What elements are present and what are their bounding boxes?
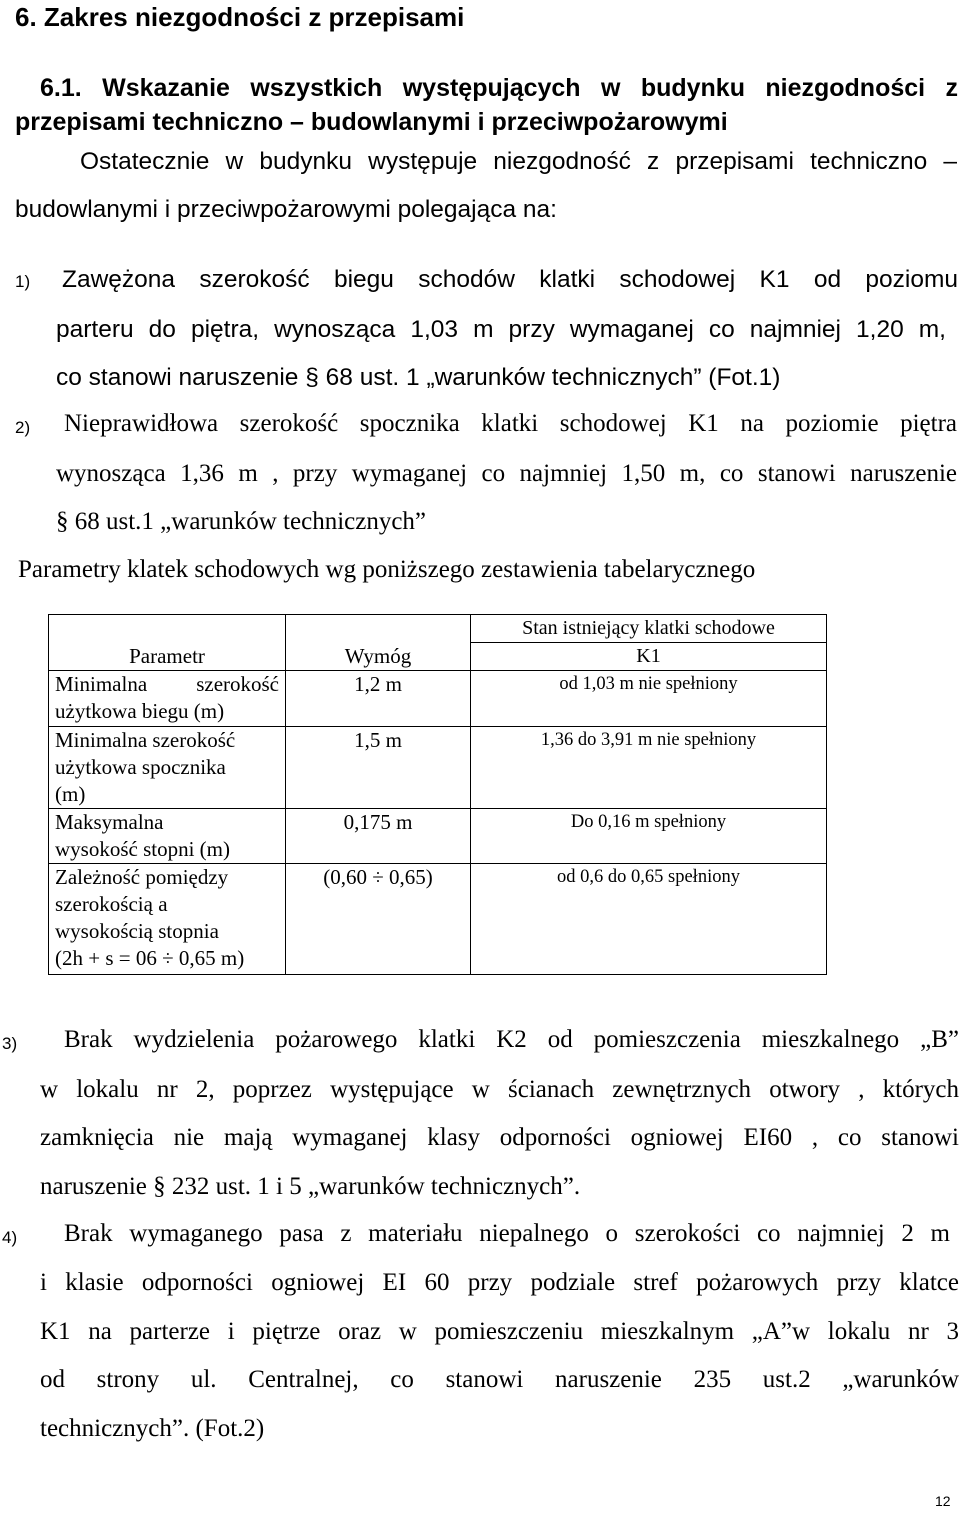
list-item-line: wynosząca 1,36 m , przy wymaganej co najmniej 1,50 m, co stanowi naruszenie: [56, 460, 957, 487]
subsection-heading-line1: 6.1. Wskazanie wszystkich występujących w budynku niezgodności z: [40, 74, 958, 102]
table-header-row: [49, 615, 827, 671]
list-item-line: Zawężona szerokość biegu schodów klatki schodowej K1 od poziomu: [62, 266, 958, 293]
requirement-cell: 1,2 m: [286, 671, 471, 727]
intro-line1: Ostatecznie w budynku występuje niezgodność z przepisami techniczno –: [80, 148, 957, 175]
requirement-cell: 0,175 m: [286, 809, 471, 864]
parameter-cell: Maksymalna wysokość stopni (m): [49, 809, 286, 864]
state-cell: Do 0,16 m spełniony: [471, 809, 827, 864]
list-item-line: technicznych”. (Fot.2): [40, 1415, 265, 1442]
parameters-table: [48, 614, 826, 976]
list-item-number: 2): [15, 418, 31, 437]
list-item-line: od strony ul. Centralnej, co stanowi naruszenie 235 ust.2 „warunków: [40, 1366, 959, 1393]
list-item-line: i klasie odporności ogniowej EI 60 przy podziale stref pożarowych przy klatce: [40, 1269, 959, 1296]
list-item-line: parteru do piętra, wynosząca 1,03 m przy wymaganej co najmniej 1,20 m,: [56, 316, 946, 343]
parameter-cell: Minimalna szerokość użytkowa biegu (m): [49, 671, 286, 727]
subsection-heading-line2: przepisami techniczno – budowlanymi i przeciwpożarowymi: [15, 108, 728, 136]
list-item-line: w lokalu nr 2, poprzez występujące w ścianach zewnętrznych otwory , których: [40, 1076, 959, 1103]
list-item-number: 4): [2, 1228, 18, 1247]
table-intro: Parametry klatek schodowych wg poniższego zestawienia tabelarycznego: [18, 556, 756, 583]
requirement-cell: 1,5 m: [286, 727, 471, 809]
table-row: [49, 809, 827, 864]
requirement-cell: (0,60 ÷ 0,65): [286, 864, 471, 975]
table-row: [49, 727, 827, 809]
table-row: [49, 864, 827, 975]
header-stan: [471, 615, 827, 671]
header-parametr: Parametr: [49, 615, 286, 671]
list-item-line: zamknięcia nie mają wymaganej klasy odporności ogniowej EI60 , co stanowi: [40, 1124, 959, 1151]
state-cell: 1,36 do 3,91 m nie spełniony: [471, 727, 827, 809]
header-stan-line2: K1: [471, 642, 826, 670]
parameter-cell: Zależność pomiędzy szerokością a wysokością stopnia (2h + s = 06 ÷ 0,65 m): [49, 864, 286, 975]
list-item-line: Nieprawidłowa szerokość spocznika klatki schodowej K1 na poziomie piętra: [64, 410, 957, 437]
list-item-line: naruszenie § 232 ust. 1 i 5 „warunków technicznych”.: [40, 1173, 581, 1200]
state-cell: od 1,03 m nie spełniony: [471, 671, 827, 727]
list-item-line: Brak wymaganego pasa z materiału niepalnego o szerokości co najmniej 2 m: [64, 1220, 950, 1247]
list-item-line: § 68 ust.1 „warunków technicznych”: [56, 508, 427, 535]
list-item-line: co stanowi naruszenie § 68 ust. 1 „warunków technicznych” (Fot.1): [56, 364, 781, 391]
parameter-cell: Minimalna szerokość użytkowa spocznika (m): [49, 727, 286, 809]
list-item-number: 3): [2, 1034, 18, 1053]
list-item-line: K1 na parterze i piętrze oraz w pomieszczeniu mieszkalnym „A”w lokalu nr 3: [40, 1318, 959, 1345]
list-item-line: Brak wydzielenia pożarowego klatki K2 od pomieszczenia mieszkalnego „B”: [64, 1026, 959, 1053]
state-cell: od 0,6 do 0,65 spełniony: [471, 864, 827, 975]
list-item-number: 1): [15, 272, 31, 291]
intro-line2: budowlanymi i przeciwpożarowymi polegająca na:: [15, 196, 557, 223]
header-wymog: Wymóg: [286, 615, 471, 671]
header-stan-line1: Stan istniejący klatki schodowe: [522, 617, 775, 639]
page-number: 12: [935, 1493, 951, 1509]
table-row: [49, 671, 827, 727]
section-heading: 6. Zakres niezgodności z przepisami: [15, 2, 465, 32]
